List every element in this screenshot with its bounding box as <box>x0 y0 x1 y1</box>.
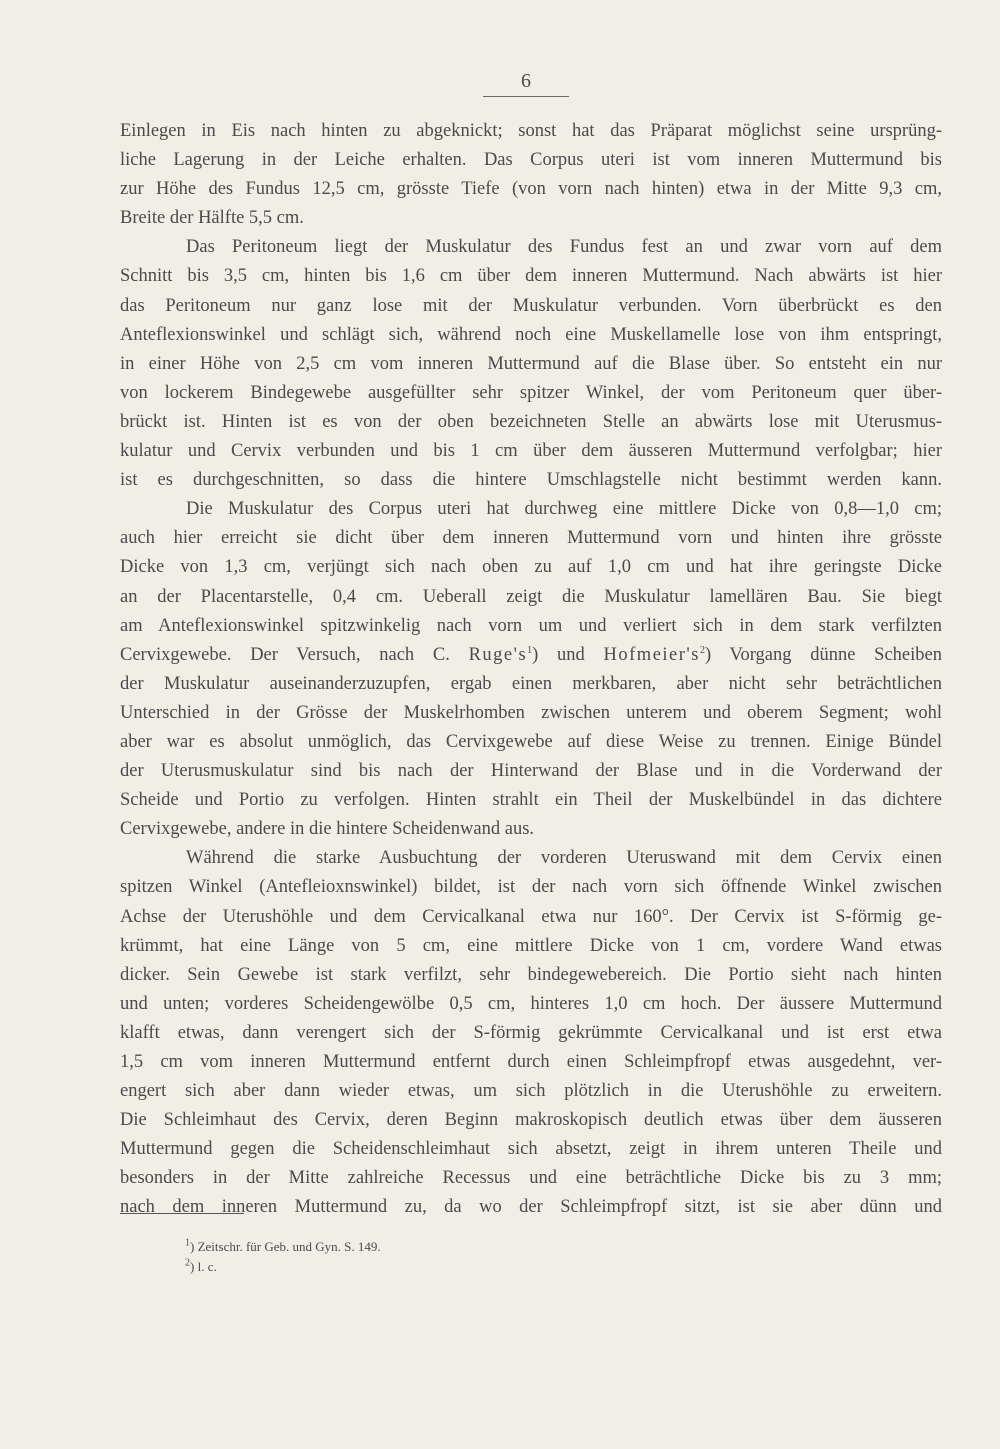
text-line: liche Lagerung in der Leiche erhalten. Das Corpus uteri ist vom inneren Muttermund bis <box>120 150 942 171</box>
text-line: der Muskulatur auseinanderzuzupfen, ergab einen merkbaren, aber nicht sehr beträchtlichen <box>120 673 942 694</box>
text-line: dicker. Sein Gewebe ist stark verfilzt, sehr bindegewebereich. Die Portio sieht nach hinten <box>120 964 942 985</box>
author-name: Ruge's <box>468 644 528 665</box>
text-line: zur Höhe des Fundus 12,5 cm, grösste Tiefe (von vorn nach hinten) etwa in der Mitte 9,3 cm, <box>120 179 942 200</box>
text-line: engert sich aber dann wieder etwas, um sich plötzlich in die Uterushöhle zu erweitern. <box>120 1081 942 1102</box>
text-line: ist es durchgeschnitten, so dass die hintere Umschlagstelle nicht bestimmt werden kann. <box>120 470 942 491</box>
page-number: 6 <box>483 68 569 97</box>
text-line: nach dem inneren Muttermund zu, da wo der Schleimpfropf sitzt, ist sie aber dünn und <box>120 1197 942 1218</box>
text-line: Achse der Uterushöhle und dem Cervicalkanal etwa nur 160°. Der Cervix ist S-förmig ge- <box>120 906 942 927</box>
footnote-divider <box>120 1213 244 1214</box>
footnote-mark: 1 <box>185 1237 190 1249</box>
text-line: Breite der Hälfte 5,5 cm. <box>120 208 304 229</box>
footnote-ref: 1 <box>527 644 533 656</box>
text-line: Die Schleimhaut des Cervix, deren Beginn makroskopisch deutlich etwas über dem äusseren <box>120 1110 942 1131</box>
text-segment: ) und <box>532 644 604 665</box>
text-line: Cervixgewebe, andere in die hintere Scheidenwand aus. <box>120 819 535 840</box>
text-line: von lockerem Bindegewebe ausgefüllter sehr spitzer Winkel, der vom Peritoneum quer über- <box>120 382 942 403</box>
text-line: Anteflexionswinkel und schlägt sich, während noch eine Muskellamelle lose von ihm entspringt, <box>120 324 942 345</box>
text-line: aber war es absolut unmöglich, das Cervixgewebe auf diese Weise zu trennen. Einige Bündel <box>120 731 942 752</box>
text-line: in einer Höhe von 2,5 cm vom inneren Muttermund auf die Blase über. So entsteht ein nur <box>120 353 942 374</box>
text-line: kulatur und Cervix verbunden und bis 1 cm über dem äusseren Muttermund verfolgbar; hier <box>120 441 942 462</box>
text-line: an der Placentarstelle, 0,4 cm. Ueberall zeigt die Muskulatur lamellären Bau. Sie biegt <box>120 586 942 607</box>
text-line: Schnitt bis 3,5 cm, hinten bis 1,6 cm über dem inneren Muttermund. Nach abwärts ist hier <box>120 266 942 287</box>
text-line: Unterschied in der Grösse der Muskelrhomben zwischen unterem und oberem Segment; wohl <box>120 702 942 723</box>
text-line: brückt ist. Hinten ist es von der oben bezeichneten Stelle an abwärts lose mit Uterusmus- <box>120 411 942 432</box>
text-line: krümmt, hat eine Länge von 5 cm, eine mittlere Dicke von 1 cm, vordere Wand etwas <box>120 935 942 956</box>
text-line: Während die starke Ausbuchtung der vorderen Uteruswand mit dem Cervix einen <box>186 848 942 869</box>
text-line: Scheide und Portio zu verfolgen. Hinten strahlt ein Theil der Muskelbündel in das dichtere <box>120 790 942 811</box>
text-line: und unten; vorderes Scheidengewölbe 0,5 cm, hinteres 1,0 cm hoch. Der äussere Muttermund <box>120 993 942 1014</box>
text-line: spitzen Winkel (Antefleioxnswinkel) bildet, ist der nach vorn sich öffnende Winkel zwischen <box>120 877 942 898</box>
footnote-mark: 2 <box>185 1257 190 1269</box>
footnote-text: ) l. c. <box>190 1259 217 1274</box>
text-line: Die Muskulatur des Corpus uteri hat durchweg eine mittlere Dicke von 0,8—1,0 cm; <box>186 499 942 520</box>
text-line: 1,5 cm vom inneren Muttermund entfernt durch einen Schleimpfropf etwas ausgedehnt, ver- <box>120 1052 942 1072</box>
text-line: Einlegen in Eis nach hinten zu abgeknickt; sonst hat das Präparat möglichst seine ursprüng- <box>120 121 942 141</box>
text-line: am Anteflexionswinkel spitzwinkelig nach vorn um und verliert sich in dem stark verfilzten <box>120 615 942 636</box>
text-line: Das Peritoneum liegt der Muskulatur des Fundus fest an und zwar vorn auf dem <box>186 237 942 258</box>
footnote-text: ) Zeitschr. für Geb. und Gyn. S. 149. <box>190 1239 381 1254</box>
text-line: besonders in der Mitte zahlreiche Recessus und eine beträchtliche Dicke bis zu 3 mm; <box>120 1168 942 1189</box>
text-line: Muttermund gegen die Scheidenschleimhaut sich absetzt, zeigt in ihrem unteren Theile und <box>120 1139 942 1160</box>
text-segment: Cervixgewebe. Der Versuch, nach C. <box>120 644 469 665</box>
text-line: Dicke von 1,3 cm, verjüngt sich nach oben zu auf 1,0 cm und hat ihre geringste Dicke <box>120 557 942 578</box>
text-segment: ) Vorgang dünne Scheiben <box>704 644 942 665</box>
footnote <box>185 1237 381 1257</box>
author-name: Hofmeier's <box>603 644 700 665</box>
text-line: klafft etwas, dann verengert sich der S-förmig gekrümmte Cervicalkanal und ist erst etwa <box>120 1022 942 1043</box>
text-line: der Uterusmuskulatur sind bis nach der Hinterwand der Blase und in die Vorderwand der <box>120 761 942 782</box>
footnote-ref: 2 <box>699 644 705 656</box>
footnote <box>185 1257 381 1277</box>
text-line: auch hier erreicht sie dicht über dem inneren Muttermund vorn und hinten ihre grösste <box>120 528 942 549</box>
body-text <box>120 117 942 1223</box>
text-line: das Peritoneum nur ganz lose mit der Muskulatur verbunden. Vorn überbrückt es den <box>120 295 942 316</box>
footnotes <box>185 1237 381 1277</box>
text-line <box>120 641 942 670</box>
